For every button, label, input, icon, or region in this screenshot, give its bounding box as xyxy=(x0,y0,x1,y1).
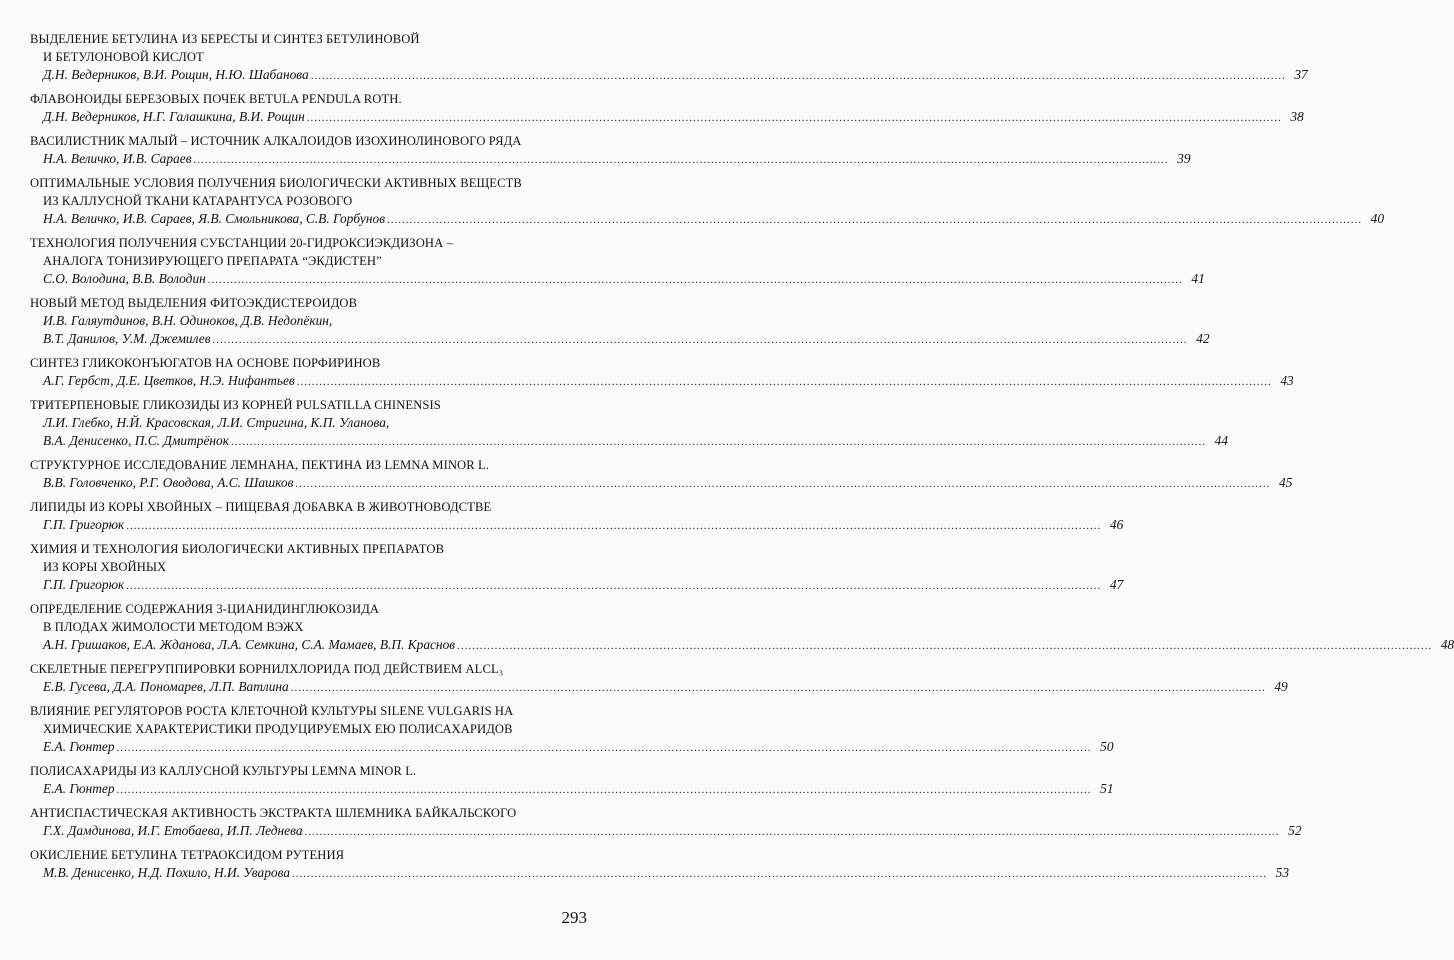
entry-title: ЛИПИДЫ ИЗ КОРЫ ХВОЙНЫХ – ПИЩЕВАЯ ДОБАВКА В ЖИВОТНОВОДСТВЕ xyxy=(30,500,492,514)
entry-author-row xyxy=(30,780,1114,799)
entry-author-row xyxy=(30,576,1124,595)
entry-author-row xyxy=(30,270,1205,289)
entry-authors: А.Н. Гришаков, Е.А. Жданова, Л.А. Семкина, С.А. Мамаев, В.П. Краснов xyxy=(43,637,456,652)
entry-authors: Е.А. Гюнтер xyxy=(43,739,115,754)
entry-page: 43 xyxy=(1280,373,1294,388)
entry-title: ВАСИЛИСТНИК МАЛЫЙ – ИСТОЧНИК АЛКАЛОИДОВ ИЗОХИНОЛИНОВОГО РЯДА xyxy=(30,134,522,148)
entry-authors: Г.Х. Дамдинова, И.Г. Етобаева, И.П. Леднева xyxy=(43,823,303,838)
entry-page: 48 xyxy=(1440,637,1454,652)
table-of-contents xyxy=(30,30,1454,888)
toc-entry xyxy=(30,294,1210,349)
entry-authors: А.Г. Гербст, Д.Е. Цветков, Н.Э. Нифантьев xyxy=(43,373,295,388)
entry-authors: И.В. Галяутдинов, В.Н. Одиноков, Д.В. Недопёкин, xyxy=(43,313,333,328)
entry-page: 41 xyxy=(1191,271,1205,286)
leader-dots: .................................................................................................................................................................................................................................................................... xyxy=(126,520,1102,532)
leader-dots: .................................................................................................................................................................................................................................................................... xyxy=(116,742,1092,754)
entry-authors: Д.Н. Ведерников, В.И. Рощин, Н.Ю. Шабанова xyxy=(43,67,309,82)
entry-title: В ПЛОДАХ ЖИМОЛОСТИ МЕТОДОМ ВЭЖХ xyxy=(43,620,304,634)
entry-title: ОПТИМАЛЬНЫЕ УСЛОВИЯ ПОЛУЧЕНИЯ БИОЛОГИЧЕСКИ АКТИВНЫХ ВЕЩЕСТВ xyxy=(30,176,522,190)
entry-title: ХИМИЯ И ТЕХНОЛОГИЯ БИОЛОГИЧЕСКИ АКТИВНЫХ ПРЕПАРАТОВ xyxy=(30,542,445,556)
entry-page: 49 xyxy=(1274,679,1288,694)
toc-entry xyxy=(30,660,1288,697)
entry-author-row xyxy=(30,210,1385,229)
entry-page: 38 xyxy=(1290,109,1304,124)
entry-page: 40 xyxy=(1370,211,1385,226)
entry-authors: Н.А. Величко, И.В. Сараев xyxy=(43,151,192,166)
entry-page: 42 xyxy=(1196,331,1210,346)
entry-author-row xyxy=(30,738,1114,757)
entry-authors: Д.Н. Ведерников, Н.Г. Галашкина, В.И. Рощин xyxy=(43,109,305,124)
toc-entry xyxy=(30,804,1302,841)
entry-title: АНТИСПАСТИЧЕСКАЯ АКТИВНОСТЬ ЭКСТРАКТА ШЛЕМНИКА БАЙКАЛЬСКОГО xyxy=(30,806,517,820)
entry-page: 45 xyxy=(1279,475,1293,490)
entry-authors: С.О. Володина, В.В. Володин xyxy=(43,271,206,286)
entry-title: ИЗ КАЛЛУСНОЙ ТКАНИ КАТАРАНТУСА РОЗОВОГО xyxy=(43,194,353,208)
leader-dots: .................................................................................................................................................................................................................................................................... xyxy=(304,826,1280,838)
leader-dots: .................................................................................................................................................................................................................................................................... xyxy=(292,868,1268,880)
entry-authors: В.В. Головченко, Р.Г. Оводова, А.С. Шашков xyxy=(43,475,294,490)
entry-author-row xyxy=(30,108,1304,127)
entry-page: 53 xyxy=(1275,865,1290,880)
entry-author-row xyxy=(30,678,1288,697)
leader-dots: .................................................................................................................................................................................................................................................................... xyxy=(116,784,1092,796)
toc-entry xyxy=(30,846,1290,883)
leader-dots: .................................................................................................................................................................................................................................................................... xyxy=(306,112,1282,124)
entry-title: СКЕЛЕТНЫЕ ПЕРЕГРУППИРОВКИ БОРНИЛХЛОРИДА ПОД ДЕЙСТВИЕМ ALCL₃ xyxy=(30,662,504,676)
toc-entry xyxy=(30,354,1294,391)
toc-entry xyxy=(30,234,1205,289)
entry-page: 46 xyxy=(1109,517,1124,532)
entry-title: ХИМИЧЕСКИЕ ХАРАКТЕРИСТИКИ ПРОДУЦИРУЕМЫХ ЕЮ ПОЛИСАХАРИДОВ xyxy=(43,722,513,736)
entry-authors: Е.В. Гусева, Д.А. Пономарев, Л.П. Ватлина xyxy=(43,679,289,694)
leader-dots: .................................................................................................................................................................................................................................................................... xyxy=(290,682,1266,694)
entry-title: ПОЛИСАХАРИДЫ ИЗ КАЛЛУСНОЙ КУЛЬТУРЫ LEMNA MINOR L. xyxy=(30,764,417,778)
entry-title: ВЛИЯНИЕ РЕГУЛЯТОРОВ РОСТА КЛЕТОЧНОЙ КУЛЬТУРЫ SILENE VULGARIS НА xyxy=(30,704,514,718)
entry-author-row xyxy=(30,636,1454,655)
entry-page: 47 xyxy=(1109,577,1124,592)
entry-author-row xyxy=(30,150,1191,169)
entry-title: АНАЛОГА ТОНИЗИРУЮЩЕГО ПРЕПАРАТА “ЭКДИСТЕН” xyxy=(43,254,382,268)
entry-title: ОКИСЛЕНИЕ БЕТУЛИНА ТЕТРАОКСИДОМ РУТЕНИЯ xyxy=(30,848,345,862)
toc-entry xyxy=(30,174,1385,229)
entry-authors: Г.П. Григорюк xyxy=(43,577,125,592)
leader-dots: .................................................................................................................................................................................................................................................................... xyxy=(387,214,1363,226)
entry-authors: Н.А. Величко, И.В. Сараев, Я.В. Смольникова, С.В. Горбунов xyxy=(43,211,386,226)
entry-author-row xyxy=(30,66,1308,85)
entry-title: И БЕТУЛОНОВОЙ КИСЛОТ xyxy=(43,50,204,64)
page-number: 293 xyxy=(561,908,587,927)
toc-entry xyxy=(30,702,1114,757)
entry-authors: Л.И. Глебко, Н.Й. Красовская, Л.И. Стригина, К.П. Уланова, xyxy=(43,415,390,430)
entry-authors: М.В. Денисенко, Н.Д. Похило, Н.И. Уварова xyxy=(43,865,291,880)
entry-author-row xyxy=(30,432,1229,451)
entry-author-row xyxy=(30,330,1210,349)
leader-dots: .................................................................................................................................................................................................................................................................... xyxy=(310,70,1286,82)
entry-title: НОВЫЙ МЕТОД ВЫДЕЛЕНИЯ ФИТОЭКДИСТЕРОИДОВ xyxy=(30,296,358,310)
entry-title: ТРИТЕРПЕНОВЫЕ ГЛИКОЗИДЫ ИЗ КОРНЕЙ PULSATILLA CHINENSIS xyxy=(30,398,441,412)
toc-entry xyxy=(30,540,1124,595)
toc-entry xyxy=(30,498,1124,535)
entry-title: ИЗ КОРЫ ХВОЙНЫХ xyxy=(43,560,167,574)
entry-author-row xyxy=(30,516,1124,535)
entry-title: ВЫДЕЛЕНИЕ БЕТУЛИНА ИЗ БЕРЕСТЫ И СИНТЕЗ БЕТУЛИНОВОЙ xyxy=(30,32,420,46)
toc-entry xyxy=(30,600,1454,655)
leader-dots: .................................................................................................................................................................................................................................................................... xyxy=(126,580,1102,592)
toc-entry xyxy=(30,90,1304,127)
toc-entry xyxy=(30,30,1308,85)
toc-entry xyxy=(30,132,1191,169)
entry-authors: В.А. Денисенко, П.С. Дмитрёнок xyxy=(43,433,230,448)
entry-authors: В.Т. Данилов, У.М. Джемилев xyxy=(43,331,211,346)
entry-page: 39 xyxy=(1177,151,1191,166)
entry-title: ТЕХНОЛОГИЯ ПОЛУЧЕНИЯ СУБСТАНЦИИ 20-ГИДРОКСИЭКДИЗОНА – xyxy=(30,236,453,250)
entry-author-row xyxy=(30,822,1302,841)
entry-page: 52 xyxy=(1288,823,1302,838)
leader-dots: .................................................................................................................................................................................................................................................................... xyxy=(193,154,1169,166)
leader-dots: .................................................................................................................................................................................................................................................................... xyxy=(231,436,1207,448)
leader-dots: .................................................................................................................................................................................................................................................................... xyxy=(295,478,1271,490)
entry-title: ФЛАВОНОИДЫ БЕРЕЗОВЫХ ПОЧЕК BETULA PENDULA ROTH. xyxy=(30,92,402,106)
leader-dots: .................................................................................................................................................................................................................................................................... xyxy=(212,334,1188,346)
toc-entry xyxy=(30,456,1293,493)
entry-page: 50 xyxy=(1100,739,1114,754)
entry-author-row xyxy=(30,474,1293,493)
entry-page: 44 xyxy=(1214,433,1229,448)
entry-page: 51 xyxy=(1100,781,1114,796)
entry-title: СТРУКТУРНОЕ ИССЛЕДОВАНИЕ ЛЕМНАНА, ПЕКТИНА ИЗ LEMNA MINOR L. xyxy=(30,458,490,472)
entry-authors: Е.А. Гюнтер xyxy=(43,781,115,796)
leader-dots: .................................................................................................................................................................................................................................................................... xyxy=(457,640,1433,652)
toc-entry xyxy=(30,396,1229,451)
leader-dots: .................................................................................................................................................................................................................................................................... xyxy=(296,376,1272,388)
toc-entry xyxy=(30,762,1114,799)
leader-dots: .................................................................................................................................................................................................................................................................... xyxy=(207,274,1183,286)
entry-page: 37 xyxy=(1294,67,1308,82)
entry-title: СИНТЕЗ ГЛИКОКОНЪЮГАТОВ НА ОСНОВЕ ПОРФИРИНОВ xyxy=(30,356,381,370)
entry-authors: Г.П. Григорюк xyxy=(43,517,125,532)
entry-title: ОПРЕДЕЛЕНИЕ СОДЕРЖАНИЯ 3-ЦИАНИДИНГЛЮКОЗИДА xyxy=(30,602,380,616)
entry-author-row xyxy=(30,372,1294,391)
entry-author-row xyxy=(30,864,1290,883)
